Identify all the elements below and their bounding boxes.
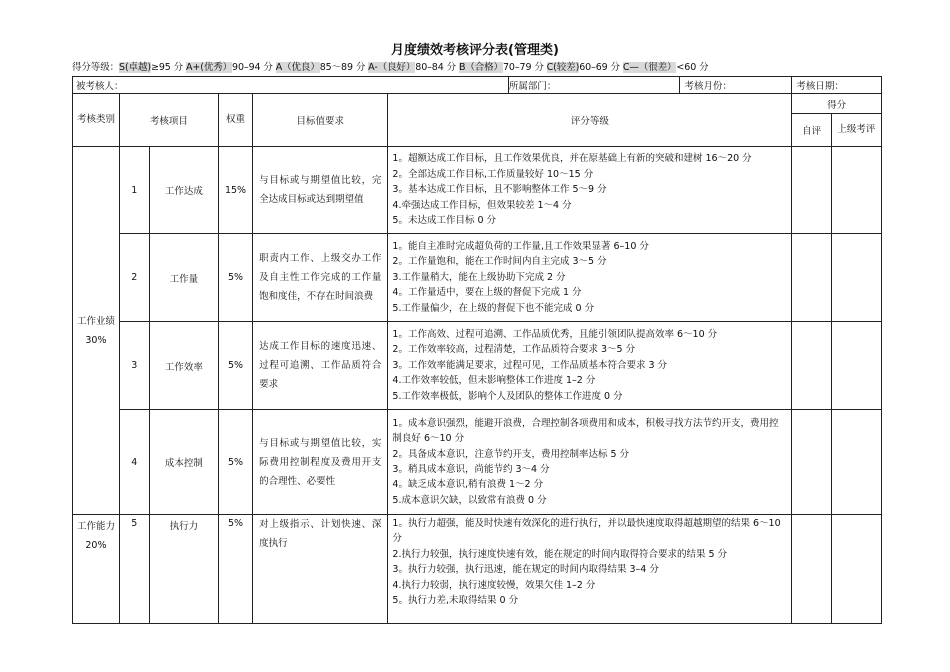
target-requirement: 与目标或与期望值比较，实际费用控制程度及费用开支的合理性、必要性 xyxy=(253,410,388,515)
grade-code: B（合格） xyxy=(458,62,503,73)
category-label: 工作能力20% xyxy=(73,515,120,624)
level-line: 2。工作效率较高，过程清楚，工作品质符合要求 3～5 分 xyxy=(392,344,636,356)
table-row xyxy=(73,515,882,624)
level-line: 2。全部达成工作目标,工作质量较好 10～15 分 xyxy=(392,168,594,180)
level-line: 1。工作高效、过程可追溯、工作品质优秀，且能引领团队提高效率 6～10 分 xyxy=(392,328,718,340)
assessment-table xyxy=(72,76,882,624)
item-name: 工作达成 xyxy=(149,147,218,234)
level-line: 3.工作量稍大，能在上级协助下完成 2 分 xyxy=(392,271,566,283)
level-line: 5.工作效率极低，影响个人及团队的整体工作进度 0 分 xyxy=(392,390,623,402)
row-number: 4 xyxy=(119,410,149,515)
scoring-levels xyxy=(388,234,792,322)
level-line: 1。超额达成工作目标，且工作效果优良，并在原基础上有新的突破和建树 16～20 分 xyxy=(392,153,752,165)
item-name: 执行力 xyxy=(149,515,218,624)
level-line: 3。工作效率能满足要求，过程可见，工作品质基本符合要求 3 分 xyxy=(392,359,668,371)
grade-range: <60 分 xyxy=(676,62,709,73)
level-line: 1。执行力超强，能及时快速有效深化的进行执行，并以最快速度取得超越期望的结果 6～10 分 xyxy=(392,518,781,545)
header-target: 目标值要求 xyxy=(253,94,388,147)
header-score: 得分 xyxy=(792,94,882,114)
header-weight: 权重 xyxy=(218,94,252,147)
row-number: 1 xyxy=(119,147,149,234)
table-row xyxy=(73,147,882,234)
level-line: 3。执行力较强，执行迅速，能在规定的时间内取得结果 3–4 分 xyxy=(392,564,659,576)
item-weight: 15% xyxy=(218,147,252,234)
target-requirement: 职责内工作、上级交办工作及自主性工作完成的工作量饱和度佳，不存在时间浪费 xyxy=(253,234,388,322)
self-score-cell[interactable] xyxy=(792,410,831,515)
grade-code: S(卓越) xyxy=(119,62,151,73)
header-self-score: 自评 xyxy=(792,114,831,147)
level-line: 3。基本达成工作目标，且不影响整体工作 5～9 分 xyxy=(392,184,607,196)
level-line: 4.牵强达成工作目标，但效果较差 1～4 分 xyxy=(392,199,572,211)
superior-score-cell[interactable] xyxy=(831,322,881,410)
table-row xyxy=(73,410,882,515)
superior-score-cell[interactable] xyxy=(831,410,881,515)
level-line: 2。具备成本意识，注意节约开支，费用控制率达标 5 分 xyxy=(392,448,630,460)
scoring-levels xyxy=(388,410,792,515)
grade-range: 90–94 分 xyxy=(232,62,273,73)
header-item: 考核项目 xyxy=(119,94,218,147)
superior-score-cell[interactable] xyxy=(831,234,881,322)
level-line: 4.执行力较弱，执行速度较慢，效果欠佳 1–2 分 xyxy=(392,579,596,591)
grade-code: C(较差) xyxy=(546,62,580,73)
table-row xyxy=(73,234,882,322)
info-row xyxy=(73,77,882,94)
table-row xyxy=(73,322,882,410)
level-line: 2。工作量饱和，能在工作时间内自主完成 3～5 分 xyxy=(392,256,607,268)
level-line: 4。缺乏成本意识,稍有浪费 1～2 分 xyxy=(392,479,544,491)
target-requirement: 对上级指示、计划快速、深度执行 xyxy=(253,515,388,624)
grade-code: A+(优秀） xyxy=(185,62,233,73)
superior-score-cell[interactable] xyxy=(831,147,881,234)
date-field[interactable]: 考核日期： xyxy=(792,77,882,94)
item-weight: 5% xyxy=(218,515,252,624)
target-requirement: 与目标或与期望值比较，完全达成目标或达到期望值 xyxy=(253,147,388,234)
item-weight: 5% xyxy=(218,234,252,322)
item-name: 工作效率 xyxy=(149,322,218,410)
grade-range: ≥95 分 xyxy=(150,62,184,73)
self-score-cell[interactable] xyxy=(792,322,831,410)
grade-range: 70–79 分 xyxy=(502,62,544,73)
grade-code: A（优良） xyxy=(275,62,320,73)
row-number: 3 xyxy=(119,322,149,410)
grade-code: C—（很差） xyxy=(622,62,677,73)
self-score-cell[interactable] xyxy=(792,234,831,322)
row-number: 2 xyxy=(119,234,149,322)
assessee-field[interactable]: 被考核人： xyxy=(73,77,509,94)
superior-score-cell[interactable] xyxy=(831,515,881,624)
department-field[interactable]: 所属部门： xyxy=(508,77,680,94)
item-weight: 5% xyxy=(218,410,252,515)
level-line: 4.工作效率较低，但未影响整体工作进度 1–2 分 xyxy=(392,375,596,387)
header-superior-score: 上级考评 xyxy=(831,114,881,147)
grade-range: 60–69 分 xyxy=(579,62,620,73)
form-title: 月度绩效考核评分表(管理类) xyxy=(391,43,559,58)
grade-code: A-（良好） xyxy=(368,62,416,73)
grade-scale-label: 得分等级： xyxy=(72,62,120,73)
item-name: 工作量 xyxy=(149,234,218,322)
item-weight: 5% xyxy=(218,322,252,410)
header-row xyxy=(73,94,882,114)
level-line: 4。工作量适中，要在上级的督促下完成 1 分 xyxy=(392,287,582,299)
level-line: 5.工作量偏少，在上级的督促下也不能完成 0 分 xyxy=(392,302,595,314)
scoring-levels xyxy=(388,515,792,624)
category-label: 工作业绩30% xyxy=(73,147,120,515)
grade-scale xyxy=(72,59,882,73)
grade-range: 85～89 分 xyxy=(319,62,366,73)
level-line: 5.成本意识欠缺，以致常有浪费 0 分 xyxy=(392,494,547,506)
item-name: 成本控制 xyxy=(149,410,218,515)
level-line: 5。执行力差,未取得结果 0 分 xyxy=(392,595,519,607)
level-line: 2.执行力较强，执行速度快速有效，能在规定的时间内取得符合要求的结果 5 分 xyxy=(392,548,728,560)
scoring-levels xyxy=(388,322,792,410)
level-line: 3。稍具成本意识，尚能节约 3～4 分 xyxy=(392,464,550,475)
grade-range: 80–84 分 xyxy=(415,62,457,73)
self-score-cell[interactable] xyxy=(792,147,831,234)
level-line: 1。成本意识强烈，能避开浪费，合理控制各项费用和成本，积极寻找方法节约开支，费用控制良好 6～10 分 xyxy=(392,417,779,445)
level-line: 5。未达成工作目标 0 分 xyxy=(392,215,497,227)
header-category: 考核类别 xyxy=(73,94,120,147)
scoring-levels xyxy=(388,147,792,234)
header-levels: 评分等级 xyxy=(388,94,792,147)
self-score-cell[interactable] xyxy=(792,515,831,624)
row-number: 5 xyxy=(119,515,149,624)
month-field[interactable]: 考核月份： xyxy=(680,77,792,94)
target-requirement: 达成工作目标的速度迅速、过程可追溯、工作品质符合要求 xyxy=(253,322,388,410)
level-line: 1。能自主准时完成超负荷的工作量,且工作效果显著 6–10 分 xyxy=(392,240,649,252)
